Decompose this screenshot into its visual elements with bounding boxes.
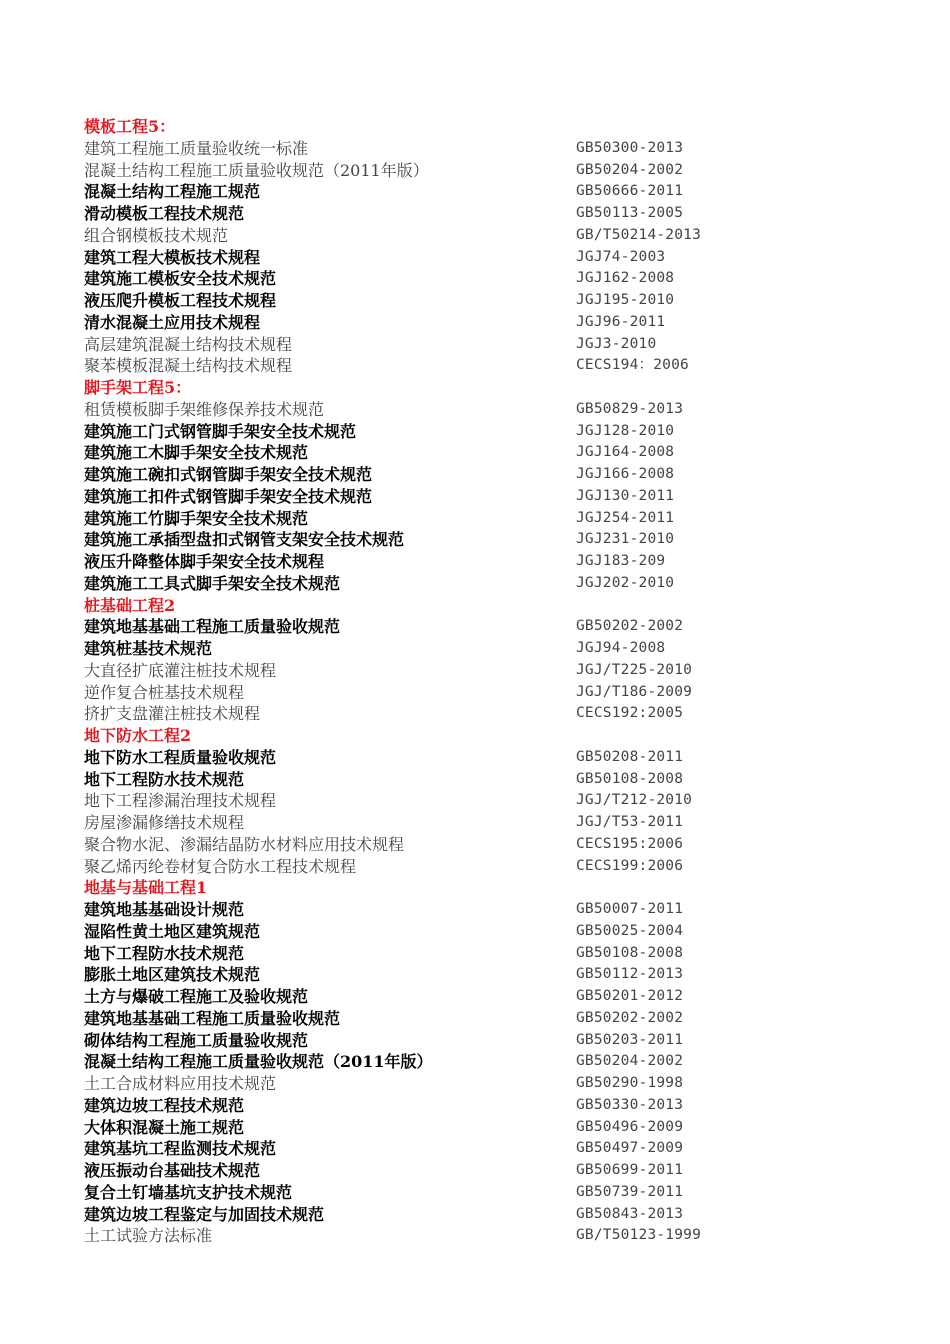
standard-code: JGJ/T225-2010	[576, 661, 693, 678]
standard-row	[84, 964, 884, 986]
standard-code: JGJ74-2003	[576, 248, 666, 265]
standard-code: GB50739-2011	[576, 1183, 684, 1200]
standard-row	[84, 1160, 884, 1182]
standard-code: GB50497-2009	[576, 1140, 684, 1157]
standard-code: GB50025-2004	[576, 922, 684, 939]
standard-code: GB50108-2008	[576, 944, 684, 961]
standard-row	[84, 682, 884, 704]
section-title: 地基与基础工程1	[84, 878, 208, 898]
standard-name: 建筑工程大模板技术规程	[84, 247, 261, 267]
standard-name: 混凝土结构工程施工质量验收规范（2011年版）	[84, 160, 429, 180]
standard-code: JGJ94-2008	[576, 640, 666, 656]
standard-row	[84, 334, 884, 356]
standard-name: 建筑基坑工程监测技术规范	[84, 1139, 277, 1159]
standard-name: 建筑地基基础设计规范	[84, 900, 245, 919]
standard-row	[84, 464, 884, 486]
standard-code: JGJ164-2008	[576, 444, 675, 461]
standard-code: JGJ/T53-2011	[576, 814, 684, 830]
standard-name: 地下工程防水技术规范	[84, 943, 245, 963]
standard-row	[84, 899, 884, 921]
standard-code: JGJ202-2010	[576, 574, 675, 591]
standard-code: JGJ195-2010	[576, 292, 675, 308]
standard-row	[84, 856, 884, 878]
standard-row	[84, 486, 884, 508]
standard-code: GB50208-2011	[576, 748, 684, 765]
section-heading	[84, 116, 884, 138]
section-heading	[84, 377, 884, 399]
standard-name: 建筑桩基技术规范	[84, 639, 213, 658]
standard-name: 膨胀土地区建筑技术规范	[84, 965, 261, 985]
standard-name: 建筑施工木脚手架安全技术规范	[84, 443, 309, 463]
standard-code: CECS195:2006	[576, 835, 684, 852]
standard-row	[84, 790, 884, 812]
standard-code: GB/T50214-2013	[576, 226, 702, 243]
standard-code: CECS192:2005	[576, 705, 684, 722]
standard-name: 建筑施工扣件式钢管脚手架安全技术规范	[84, 486, 373, 506]
standard-code: GB50201-2012	[576, 988, 684, 1004]
standard-row	[84, 1182, 884, 1204]
standard-row	[84, 747, 884, 769]
standard-row	[84, 421, 884, 443]
standard-code: JGJ/T212-2010	[576, 792, 693, 809]
standard-row	[84, 1030, 884, 1052]
section-heading	[84, 725, 884, 747]
standard-name: 租赁模板脚手架维修保养技术规范	[84, 399, 325, 419]
standard-name: 建筑施工工具式脚手架安全技术规范	[84, 573, 341, 593]
standard-name: 聚苯模板混凝土结构技术规程	[84, 356, 293, 376]
standard-row	[84, 638, 884, 660]
standard-code: JGJ162-2008	[576, 270, 675, 287]
standards-sheet	[84, 116, 884, 1247]
standard-row	[84, 508, 884, 530]
section-title: 模板工程5：	[84, 117, 176, 136]
standard-code: CECS199:2006	[576, 857, 684, 874]
standard-row	[84, 660, 884, 682]
standard-name: 建筑施工承插型盘扣式钢管支架安全技术规范	[84, 530, 405, 550]
standard-name: 建筑施工竹脚手架安全技术规范	[84, 508, 309, 528]
standard-name: 地下工程防水技术规范	[84, 769, 245, 789]
standard-row	[84, 247, 884, 269]
standard-name: 混凝土结构工程施工质量验收规范（2011年版）	[84, 1052, 433, 1072]
standard-row	[84, 1095, 884, 1117]
standard-code: GB50113-2005	[576, 205, 684, 221]
standard-code: GB50203-2011	[576, 1031, 684, 1048]
standard-code: GB50202-2002	[576, 1009, 684, 1026]
standard-name: 挤扩支盘灌注桩技术规程	[84, 704, 261, 724]
standard-name: 大体积混凝土施工规范	[84, 1117, 245, 1137]
standard-code: JGJ/T186-2009	[576, 683, 693, 700]
standard-name: 地下防水工程质量验收规范	[84, 747, 277, 767]
standard-name: 建筑施工门式钢管脚手架安全技术规范	[84, 421, 357, 441]
standard-row	[84, 921, 884, 943]
section-title: 脚手架工程5：	[84, 378, 192, 397]
standard-row	[84, 160, 884, 182]
standard-row	[84, 1073, 884, 1095]
standard-row	[84, 355, 884, 377]
standard-code: JGJ130-2011	[576, 487, 675, 504]
section-title: 地下防水工程2	[84, 726, 192, 745]
standard-name: 建筑施工碗扣式钢管脚手架安全技术规范	[84, 465, 373, 484]
standard-row	[84, 203, 884, 225]
standard-name: 滑动模板工程技术规范	[84, 204, 245, 223]
standard-code: GB50112-2013	[576, 966, 684, 983]
standard-name: 土方与爆破工程施工及验收规范	[84, 987, 309, 1006]
standard-code: GB/T50123-1999	[576, 1227, 702, 1244]
standard-row	[84, 616, 884, 638]
standard-name: 建筑地基基础工程施工质量验收规范	[84, 1008, 341, 1028]
standard-name: 液压爬升模板工程技术规程	[84, 291, 277, 310]
standard-row	[84, 834, 884, 856]
standard-code: GB50666-2011	[576, 183, 684, 200]
standard-row	[84, 442, 884, 464]
standard-code: JGJ166-2008	[576, 466, 675, 482]
standard-row	[84, 1117, 884, 1139]
standard-row	[84, 1204, 884, 1226]
standard-row	[84, 1225, 884, 1247]
standard-row	[84, 529, 884, 551]
standard-row	[84, 1138, 884, 1160]
standard-row	[84, 290, 884, 312]
standard-name: 聚合物水泥、渗漏结晶防水材料应用技术规程	[84, 834, 405, 854]
standard-code: GB50204-2002	[576, 1053, 684, 1070]
standard-name: 建筑地基基础工程施工质量验收规范	[84, 617, 341, 637]
standard-code: GB50829-2013	[576, 400, 684, 417]
standard-name: 房屋渗漏修缮技术规程	[84, 813, 245, 832]
standard-row	[84, 812, 884, 834]
standard-name: 土工合成材料应用技术规范	[84, 1074, 277, 1093]
standard-row	[84, 399, 884, 421]
standard-code: JGJ231-2010	[576, 531, 675, 548]
standard-code: GB50202-2002	[576, 618, 684, 635]
standard-row	[84, 181, 884, 203]
standard-name: 地下工程渗漏治理技术规程	[84, 791, 277, 811]
standard-row	[84, 551, 884, 573]
standard-row	[84, 986, 884, 1008]
standard-code: JGJ128-2010	[576, 422, 675, 439]
standard-row	[84, 703, 884, 725]
standard-name: 复合土钉墙基坑支护技术规范	[84, 1182, 293, 1202]
standard-name: 组合钢模板技术规范	[84, 225, 229, 245]
standard-code: GB50699-2011	[576, 1162, 684, 1178]
standard-code: GB50204-2002	[576, 161, 684, 178]
standard-name: 砌体结构工程施工质量验收规范	[84, 1030, 309, 1050]
standard-name: 湿陷性黄土地区建筑规范	[84, 921, 261, 941]
standard-name: 建筑边坡工程鉴定与加固技术规范	[84, 1204, 325, 1224]
standard-code: GB50330-2013	[576, 1096, 684, 1113]
standard-code: GB50108-2008	[576, 770, 684, 787]
standard-row	[84, 1008, 884, 1030]
standard-row	[84, 573, 884, 595]
standard-name: 建筑工程施工质量验收统一标准	[84, 138, 309, 158]
section-title: 桩基础工程2	[84, 595, 176, 615]
section-heading	[84, 877, 884, 899]
standard-code: CECS194：2006	[576, 357, 689, 374]
standard-row	[84, 312, 884, 334]
standard-row	[84, 1051, 884, 1073]
standard-name: 土工试验方法标准	[84, 1226, 213, 1246]
standard-row	[84, 138, 884, 160]
standard-row	[84, 268, 884, 290]
standard-name: 液压振动台基础技术规范	[84, 1161, 261, 1180]
standard-code: GB50300-2013	[576, 139, 684, 156]
standard-name: 建筑边坡工程技术规范	[84, 1095, 245, 1115]
standard-name: 聚乙烯丙纶卷材复合防水工程技术规程	[84, 856, 357, 876]
standard-name: 清水混凝土应用技术规程	[84, 312, 261, 332]
standard-name: 逆作复合桩基技术规程	[84, 682, 245, 702]
standard-row	[84, 769, 884, 791]
standard-code: JGJ96-2011	[576, 313, 666, 330]
standard-row	[84, 225, 884, 247]
standard-name: 高层建筑混凝土结构技术规程	[84, 334, 293, 354]
standard-code: JGJ3-2010	[576, 335, 657, 352]
standard-name: 混凝土结构工程施工规范	[84, 182, 261, 202]
standard-name: 液压升降整体脚手架安全技术规程	[84, 552, 325, 571]
section-heading	[84, 595, 884, 617]
standard-code: JGJ183-209	[576, 553, 666, 569]
standard-row	[84, 943, 884, 965]
standard-code: GB50843-2013	[576, 1205, 684, 1222]
standard-name: 建筑施工模板安全技术规范	[84, 269, 277, 289]
standard-code: JGJ254-2011	[576, 509, 675, 526]
standard-code: GB50496-2009	[576, 1118, 684, 1135]
standard-code: GB50290-1998	[576, 1075, 684, 1091]
standard-name: 大直径扩底灌注桩技术规程	[84, 660, 277, 680]
standard-code: GB50007-2011	[576, 901, 684, 917]
